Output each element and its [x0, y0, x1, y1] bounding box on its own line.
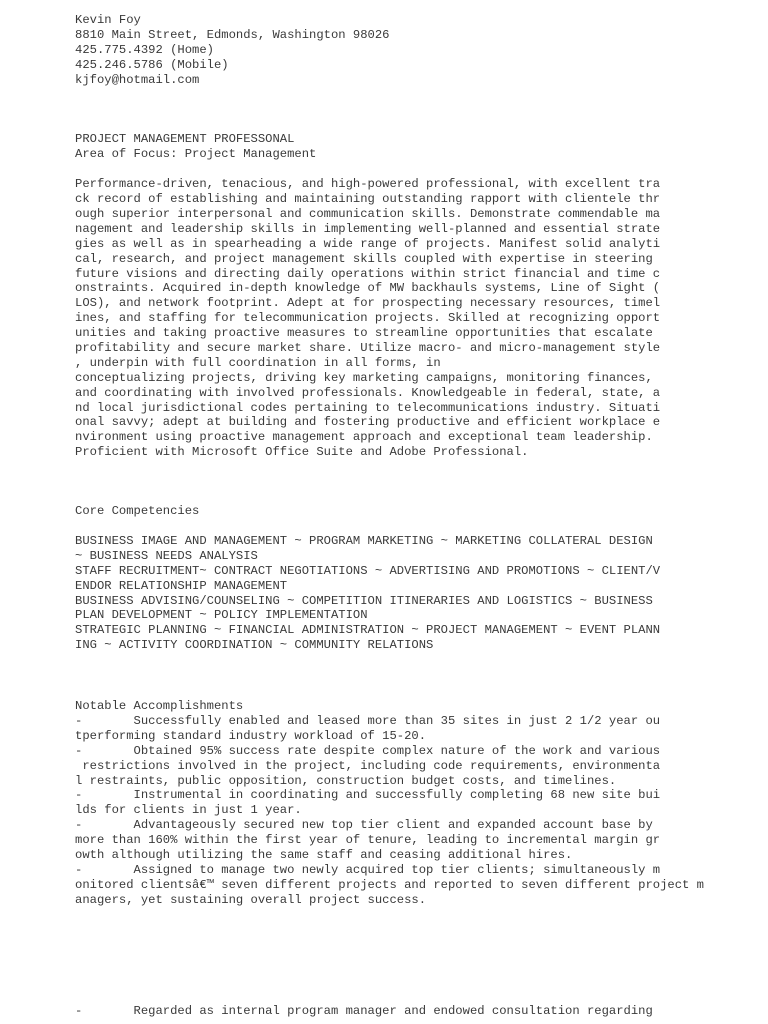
accomplishment-line: - Advantageously secured new top tier client and expanded account base by [75, 818, 653, 833]
contact-name: Kevin Foy [75, 13, 141, 27]
competency-line: STRATEGIC PLANNING ~ FINANCIAL ADMINISTRATION ~ PROJECT MANAGEMENT ~ EVENT PLANN [75, 623, 661, 638]
headline-focus: Area of Focus: Project Management [75, 147, 317, 162]
competency-line: ING ~ ACTIVITY COORDINATION ~ COMMUNITY RELATIONS [75, 638, 434, 653]
competency-line: ENDOR RELATIONSHIP MANAGEMENT [75, 578, 288, 593]
contact-phone-home: 425.775.4392 (Home) [75, 42, 214, 57]
summary-line: onstraints. Acquired in-depth knowledge of MW backhauls systems, Line of Sight ( [75, 281, 661, 296]
contact-block [75, 13, 755, 87]
accomplishment-line: tperforming standard industry workload of 15-20. [75, 728, 427, 743]
accomplishment-line: - Instrumental in coordinating and successfully completing 68 new site bui [75, 788, 661, 803]
spacer [75, 653, 755, 699]
competency-line: STAFF RECRUITMENT~ CONTRACT NEGOTIATIONS ~ ADVERTISING AND PROMOTIONS ~ CLIENT/V [75, 563, 661, 578]
accomplishment-line: - Successfully enabled and leased more than 35 sites in just 2 1/2 year ou [75, 713, 661, 728]
summary-paragraph [75, 177, 755, 460]
summary-line: Performance-driven, tenacious, and high-powered professional, with excellent tra [75, 177, 661, 192]
section-heading-accomplishments: Notable Accomplishments [75, 699, 244, 714]
resume-page [75, 13, 755, 1018]
summary-line: onal savvy; adept at building and fostering productive and efficient workplace e [75, 415, 661, 430]
summary-line: conceptualizing projects, driving key marketing campaigns, monitoring finances, [75, 370, 653, 385]
accomplishments-section [75, 699, 755, 907]
accomplishment-line: lds for clients in just 1 year. [75, 803, 302, 818]
summary-line: ough superior interpersonal and communication skills. Demonstrate commendable ma [75, 207, 661, 222]
contact-address: 8810 Main Street, Edmonds, Washington 98026 [75, 27, 390, 42]
accomplishment-line: owth although utilizing the same staff and ceasing additional hires. [75, 847, 573, 862]
headline-title: PROJECT MANAGEMENT PROFESSONAL [75, 132, 295, 147]
spacer [75, 162, 755, 177]
summary-line: profitability and secure market share. Utilize macro- and micro-management style [75, 341, 661, 356]
summary-line: ines, and staffing for telecommunication projects. Skilled at recognizing opport [75, 311, 661, 326]
accomplishment-line: more than 160% within the first year of tenure, leading to incremental margin gr [75, 833, 661, 848]
contact-phone-mobile: 425.246.5786 (Mobile) [75, 57, 229, 72]
summary-line: nagement and leadership skills in implementing well-planned and essential strate [75, 221, 661, 236]
summary-line: ck record of establishing and maintaining outstanding rapport with clientele thr [75, 192, 661, 207]
accomplishment-line: l restraints, public opposition, construction budget costs, and timelines. [75, 773, 617, 788]
summary-line: unities and taking proactive measures to streamline opportunities that escalate [75, 326, 653, 341]
headline-block [75, 132, 755, 162]
competency-line: BUSINESS ADVISING/COUNSELING ~ COMPETITION ITINERARIES AND LOGISTICS ~ BUSINESS [75, 593, 653, 608]
accomplishment-line: - Assigned to manage two newly acquired top tier clients; simultaneously m [75, 862, 661, 877]
spacer [75, 908, 755, 1004]
contact-email: kjfoy@hotmail.com [75, 72, 200, 87]
accomplishment-line: - Obtained 95% success rate despite complex nature of the work and various [75, 743, 661, 758]
competency-line: ~ BUSINESS NEEDS ANALYSIS [75, 548, 258, 563]
competency-line: BUSINESS IMAGE AND MANAGEMENT ~ PROGRAM MARKETING ~ MARKETING COLLATERAL DESIGN [75, 533, 653, 548]
accomplishment-line: onitored clientsâ€™ seven different projects and reported to seven different project m [75, 877, 704, 892]
summary-line: LOS), and network footprint. Adept at for prospecting necessary resources, timel [75, 296, 661, 311]
summary-line: cal, research, and project management skills coupled with expertise in steering [75, 251, 653, 266]
spacer [75, 87, 755, 132]
competencies-section [75, 504, 755, 653]
summary-line: nvironment using proactive management approach and exceptional team leadership. [75, 430, 653, 445]
summary-line: and coordinating with involved professionals. Knowledgeable in federal, state, a [75, 385, 661, 400]
spacer [75, 460, 755, 504]
summary-line: nd local jurisdictional codes pertaining to telecommunications industry. Situati [75, 400, 661, 415]
accomplishment-line: restrictions involved in the project, including code requirements, environmenta [75, 758, 661, 773]
summary-line: gies as well as in spearheading a wide range of projects. Manifest solid analyti [75, 236, 661, 251]
accomplishment-line-trailing: - Regarded as internal program manager and endowed consultation regarding [75, 1003, 653, 1018]
summary-line: Proficient with Microsoft Office Suite and Adobe Professional. [75, 445, 529, 460]
competency-line: PLAN DEVELOPMENT ~ POLICY IMPLEMENTATION [75, 608, 368, 623]
blank-line [75, 519, 755, 534]
section-heading-competencies: Core Competencies [75, 504, 200, 519]
summary-line: , underpin with full coordination in all forms, in [75, 355, 441, 370]
accomplishment-line: anagers, yet sustaining overall project success. [75, 892, 427, 907]
summary-line: future visions and directing daily operations within strict financial and time c [75, 266, 661, 281]
